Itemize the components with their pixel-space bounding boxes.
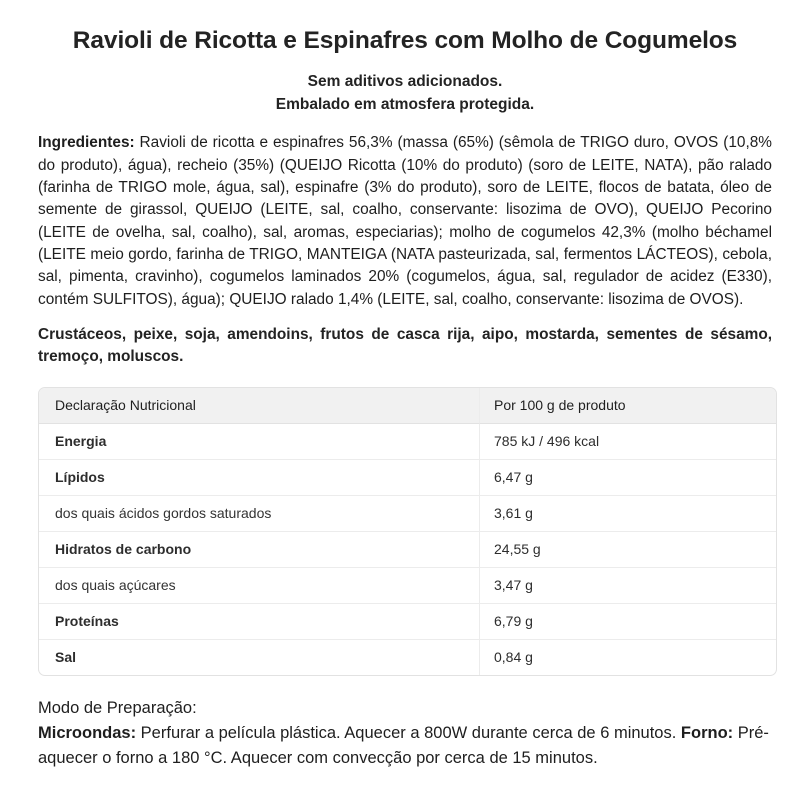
nutrient-label-hidratos: Hidratos de carbono	[39, 532, 479, 568]
table-row	[39, 424, 776, 460]
nutrient-value-energia: 785 kJ / 496 kcal	[479, 424, 776, 460]
nutrient-label-proteinas: Proteínas	[39, 604, 479, 640]
ingredients-label: Ingredientes:	[38, 134, 135, 152]
table-row	[39, 460, 776, 496]
oven-instructions: Pré-aquecer o forno a 180 °C. Aquecer com convecção por cerca de 15 minutos.	[38, 724, 769, 768]
table-row	[39, 640, 776, 675]
ingredients-paragraph	[38, 132, 772, 311]
column-header-declaration: Declaração Nutricional	[39, 388, 479, 424]
table-row	[39, 604, 776, 640]
preparation-instructions	[38, 721, 772, 771]
table-header-row	[39, 388, 776, 424]
nutrient-label-sal: Sal	[55, 649, 77, 666]
oven-label: Forno:	[680, 724, 734, 743]
table-row	[39, 568, 776, 604]
column-header-per-100g: Por 100 g de produto	[479, 388, 776, 424]
nutrient-value-acucares: 3,47 g	[479, 568, 776, 604]
nutrition-table-body	[39, 424, 776, 675]
preparation-heading: Modo de Preparação:	[38, 698, 197, 717]
claim-protective-atmosphere: Embalado em atmosfera protegida.	[275, 95, 535, 113]
microwave-label: Microondas:	[38, 724, 137, 743]
microwave-instructions: Perfurar a película plástica. Aquecer a 800W durante cerca de 6 minutos.	[136, 724, 681, 743]
nutrition-table-head	[39, 388, 776, 424]
nutrient-value-lipidos: 6,47 g	[479, 460, 776, 496]
page-title: Ravioli de Ricotta e Espinafres com Molho de Cogumelos	[72, 27, 738, 54]
nutrient-value-saturados: 3,61 g	[479, 496, 776, 532]
nutrient-value-sal: 0,84 g	[479, 640, 776, 675]
nutrition-table	[38, 387, 777, 676]
nutrient-value-proteinas: 6,79 g	[479, 604, 776, 640]
nutrient-value-hidratos: 24,55 g	[479, 532, 776, 568]
ingredients-text: Ravioli de ricotta e espinafres 56,3% (massa (65%) (sêmola de TRIGO duro, OVOS (10,8% do produto), água), recheio (35%) (QUEIJO Ricotta (10% do produto) (soro de LEITE, NATA), pão ralado (farinha de TRIGO mole, água, sal), espinafre (3% do produto), soro de LEITE, flocos de batata, óleo de semente de girassol, QUEIJO (LEITE, sal, coalho, conservante: lisozima de OVO), QUEIJO Pecorino (LEITE de ovelha, sal, coalho), sal, aromas, especiarias); molho de cogumelos 42,3% (molho béchamel (LEITE meio gordo, farinha de TRIGO, MANTEIGA (NATA pasteurizada, sal, fermentos LÁCTEOS), cebola, sal, pimenta, cravinho), cogumelos laminados 20% (cogumelos, água, sal, regulador de acidez (E330), contém SULFITOS), água); QUEIJO ralado 1,4% (LEITE, sal, coalho, conservante: lisozima de OVOS).	[38, 134, 772, 308]
product-claims	[38, 71, 772, 116]
table-row	[39, 532, 776, 568]
nutrient-label-acucares: dos quais açúcares	[39, 568, 479, 604]
claim-no-additives: Sem aditivos adicionados.	[307, 73, 503, 91]
table-row	[39, 496, 776, 532]
nutrient-label-lipidos: Lípidos	[39, 460, 479, 496]
allergen-statement: Crustáceos, peixe, soja, amendoins, frutos de casca rija, aipo, mostarda, sementes de sésamo, tremoço, moluscos.	[38, 325, 772, 366]
nutrient-label-saturados: dos quais ácidos gordos saturados	[39, 496, 479, 532]
nutrient-label-energia: Energia	[39, 424, 479, 460]
